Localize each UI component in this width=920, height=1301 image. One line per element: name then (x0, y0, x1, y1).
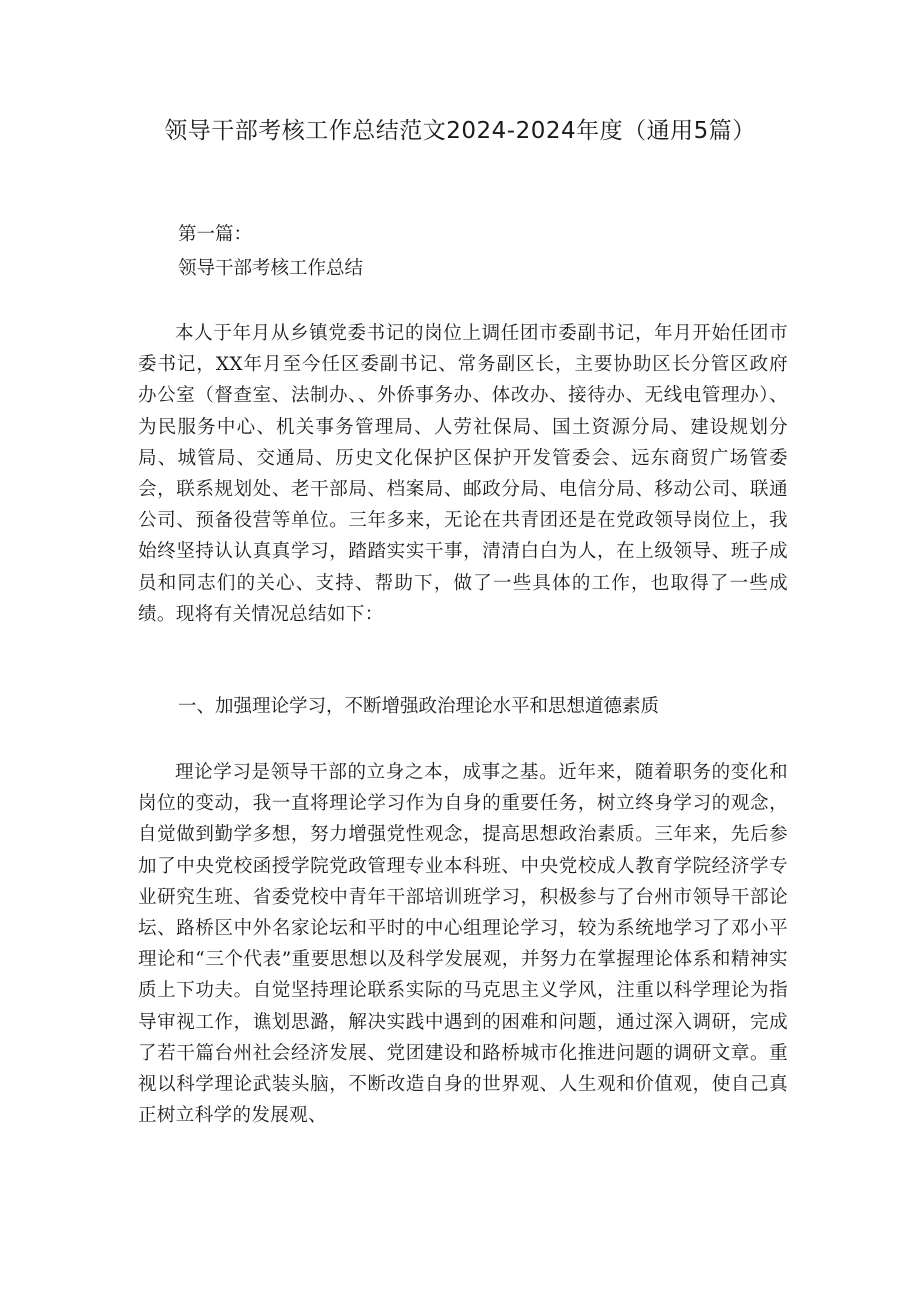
paragraph-1: 本人于年月从乡镇党委书记的岗位上调任团市委副书记，年月开始任团市委书记，XX年月至今任区委副书记、常务副区长，主要协助区长分管区政府办公室（督查室、法制办、、外侨事务办、体改办、接待办、无线电管理办）、为民服务中心、机关事务管理局、人劳社保局、国土资源分局、建设规划分局、城管局、交通局、历史文化保护区保护开发管委会、远东商贸广场管委会，联系规划处、老干部局、档案局、邮政分局、电信分局、移动公司、联通公司、预备役营等单位。三年多来，无论在共青团还是在党政领导岗位上，我始终坚持认认真真学习，踏踏实实干事，清清白白为人，在上级领导、班子成员和同志们的关心、支持、帮助下，做了一些具体的工作，也取得了一些成绩。现将有关情况总结如下： (138, 323, 788, 625)
section-title: 领导干部考核工作总结 (178, 258, 364, 279)
section-label: 第一篇： (178, 224, 253, 245)
document-title: 领导干部考核工作总结范文2024-2024年度（通用5篇） (164, 118, 756, 144)
heading-1: 一、加强理论学习，不断增强政治理论水平和思想道德素质 (178, 696, 660, 717)
paragraph-2: 理论学习是领导干部的立身之本，成事之基。近年来，随着职务的变化和岗位的变动，我一直将理论学习作为自身的重要任务，树立终身学习的观念，自觉做到勤学多想，努力增强党性观念，提高思想政治素质。三年来，先后参加了中央党校函授学院党政管理专业本科班、中央党校成人教育学院经济学专业研究生班、省委党校中青年干部培训班学习，积极参与了台州市领导干部论坛、路桥区中外名家论坛和平时的中心组理论学习，较为系统地学习了邓小平理论和“三个代表”重要思想以及科学发展观，并努力在掌握理论体系和精神实质上下功夫。自觉坚持理论联系实际的马克思主义学风，注重以科学理论为指导审视工作，谯划思潞，解决实践中遇到的困难和问题，通过深入调研，完成了若干篇台州社会经济发展、党团建设和路桥城市化推进问题的调研文章。重视以科学理论武装头脑，不断改造自身的世界观、人生观和价值观，使自己真正树立科学的发展观、 (138, 762, 788, 1127)
